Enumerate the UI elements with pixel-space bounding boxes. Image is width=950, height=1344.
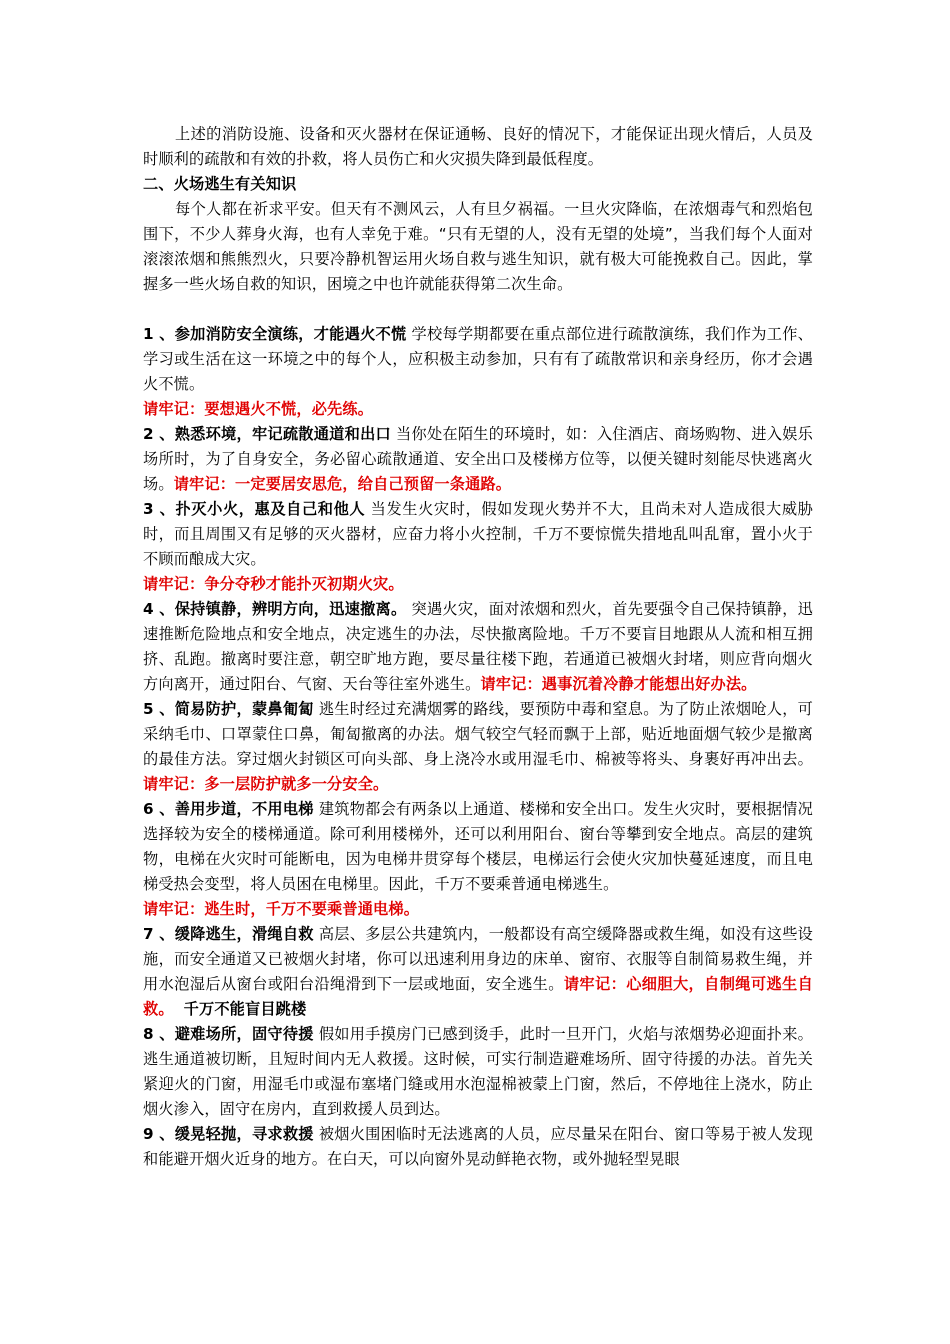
list-item [143, 797, 813, 897]
list-item [143, 697, 813, 797]
reminder-line [143, 572, 813, 597]
item-reminder: 请牢记：一定要居安思危，给自己预留一条通路。 [173, 475, 512, 493]
item-warning: 千万不能盲目跳楼 [183, 1000, 307, 1018]
item-title: 3 、扑灭小火，惠及自己和他人 [143, 500, 366, 518]
intro-paragraph: 上述的消防设施、设备和灭火器材在保证通畅、良好的情况下，才能保证出现火情后，人员及时顺利的疏散和有效的扑救，将人员伤亡和火灾损失降到最低程度。 [143, 125, 813, 168]
item-body: 逃生时经过充满烟雾的路线，要预防中毒和窒息。为了防止浓烟呛人，可采纳毛巾、口罩蒙住口鼻，匍匐撤离的办法。烟气较空气轻而飘于上部，贴近地面烟气较少是撤离的最佳方法。穿过烟火封锁区可向头部、身上浇冷水或用湿毛巾、棉被等将头、身裹好再冲出去。 [143, 700, 814, 768]
item-title: 2 、熟悉环境，牢记疏散通道和出口 [143, 425, 391, 443]
item-title: 5 、简易防护，蒙鼻匍匐 [143, 700, 314, 718]
reminder-line [143, 897, 813, 922]
item-body: 高层、多层公共建筑内，一般都设有高空缓降器或救生绳，如没有这些设施，而安全通道又已被烟火封堵，你可以迅速利用身边的床单、窗帘、衣服等自制简易救生绳，并用水泡湿后从窗台或阳台沿绳滑到下一层或地面，安全逃生。 [143, 925, 814, 993]
document-page [143, 122, 813, 1172]
item-title: 6 、善用步道，不用电梯 [143, 800, 314, 818]
item-reminder: 请牢记：要想遇火不慌，必先练。 [143, 400, 374, 418]
item-body: 假如用手摸房门已感到烫手，此时一旦开门，火焰与浓烟势必迎面扑来。逃生通道被切断，且短时间内无人救援。这时候，可实行制造避难场所、固守待援的办法。首先关紧迎火的门窗，用湿毛巾或湿布塞堵门缝或用水泡湿棉被蒙上门窗，然后，不停地往上浇水，防止烟火渗入，固守在房内，直到救援人员到达。 [143, 1025, 814, 1118]
list-item [143, 1022, 813, 1122]
item-body: 当发生火灾时，假如发现火势并不大，且尚未对人造成很大威胁时，而且周围又有足够的灭火器材，应奋力将小火控制，千万不要惊慌失措地乱叫乱窜，置小火于不顾而酿成大灾。 [143, 500, 813, 568]
item-title: 1 、参加消防安全演练，才能遇火不慌 [143, 325, 407, 343]
item-title: 9 、缓晃轻抛，寻求救援 [143, 1125, 314, 1143]
list-item [143, 597, 813, 697]
item-reminder: 请牢记：逃生时，千万不要乘普通电梯。 [143, 900, 420, 918]
list-item [143, 497, 813, 572]
item-body: 学校每学期都要在重点部位进行疏散演练，我们作为工作、学习或生活在这一环境之中的每个人，应积极主动参加，只有有了疏散常识和亲身经历，你才会遇火不慌。 [143, 325, 813, 393]
item-body: 突遇火灾，面对浓烟和烈火，首先要强令自己保持镇静，迅速推断危险地点和安全地点，决定逃生的办法，尽快撤离险地。千万不要盲目地跟从人流和相互拥挤、乱跑。撤离时要注意，朝空旷地方跑，要尽量往楼下跑，若通道已被烟火封堵，则应背向烟火方向离开，通过阳台、气窗、天台等往室外逃生。 [143, 600, 813, 693]
item-title: 7 、缓降逃生，滑绳自救 [143, 925, 314, 943]
reminder-line [143, 397, 813, 422]
paragraph-gap [143, 297, 813, 322]
item-reminder: 请牢记：心细胆大，自制绳可逃生自救。 [143, 975, 813, 1018]
item-title: 4 、保持镇静，辨明方向，迅速撤离。 [143, 600, 407, 618]
item-body: 建筑物都会有两条以上通道、楼梯和安全出口。发生火灾时，要根据情况选择较为安全的楼梯通道。除可利用楼梯外，还可以利用阳台、窗台等攀到安全地点。高层的建筑物，电梯在火灾时可能断电，因为电梯井贯穿每个楼层，电梯运行会使火灾加快蔓延速度，而且电梯受热会变型，将人员困在电梯里。因此，千万不要乘普通电梯逃生。 [143, 800, 814, 893]
section-heading: 二、火场逃生有关知识 [143, 175, 297, 193]
item-reminder: 请牢记：多一层防护就多一分安全。 [143, 775, 389, 793]
item-title: 8 、避难场所，固守待援 [143, 1025, 314, 1043]
item-reminder: 请牢记：遇事沉着冷静才能想出好办法。 [480, 675, 757, 693]
section-intro-paragraph: 每个人都在祈求平安。但天有不测风云，人有旦夕祸福。一旦火灾降临，在浓烟毒气和烈焰包围下，不少人葬身火海，也有人幸免于难。“只有无望的人，没有无望的处境”，当我们每个人面对滚滚浓烟和熊熊烈火，只要冷静机智运用火场自救与逃生知识，就有极大可能挽救自己。因此，掌握多一些火场自救的知识，困境之中也许就能获得第二次生命。 [143, 200, 813, 293]
list-item [143, 422, 813, 497]
item-reminder: 请牢记：争分夺秒才能扑灭初期火灾。 [143, 575, 404, 593]
list-item [143, 322, 813, 397]
list-item [143, 922, 813, 1022]
list-item [143, 1122, 813, 1172]
item-body: 当你处在陌生的环境时，如：入住酒店、商场购物、进入娱乐场所时，为了自身安全，务必留心疏散通道、安全出口及楼梯方位等，以便关键时刻能尽快逃离火场。 [143, 425, 814, 493]
item-body: 被烟火围困临时无法逃离的人员，应尽量呆在阳台、窗口等易于被人发现和能避开烟火近身的地方。在白天，可以向窗外晃动鲜艳衣物，或外抛轻型晃眼 [143, 1125, 814, 1168]
